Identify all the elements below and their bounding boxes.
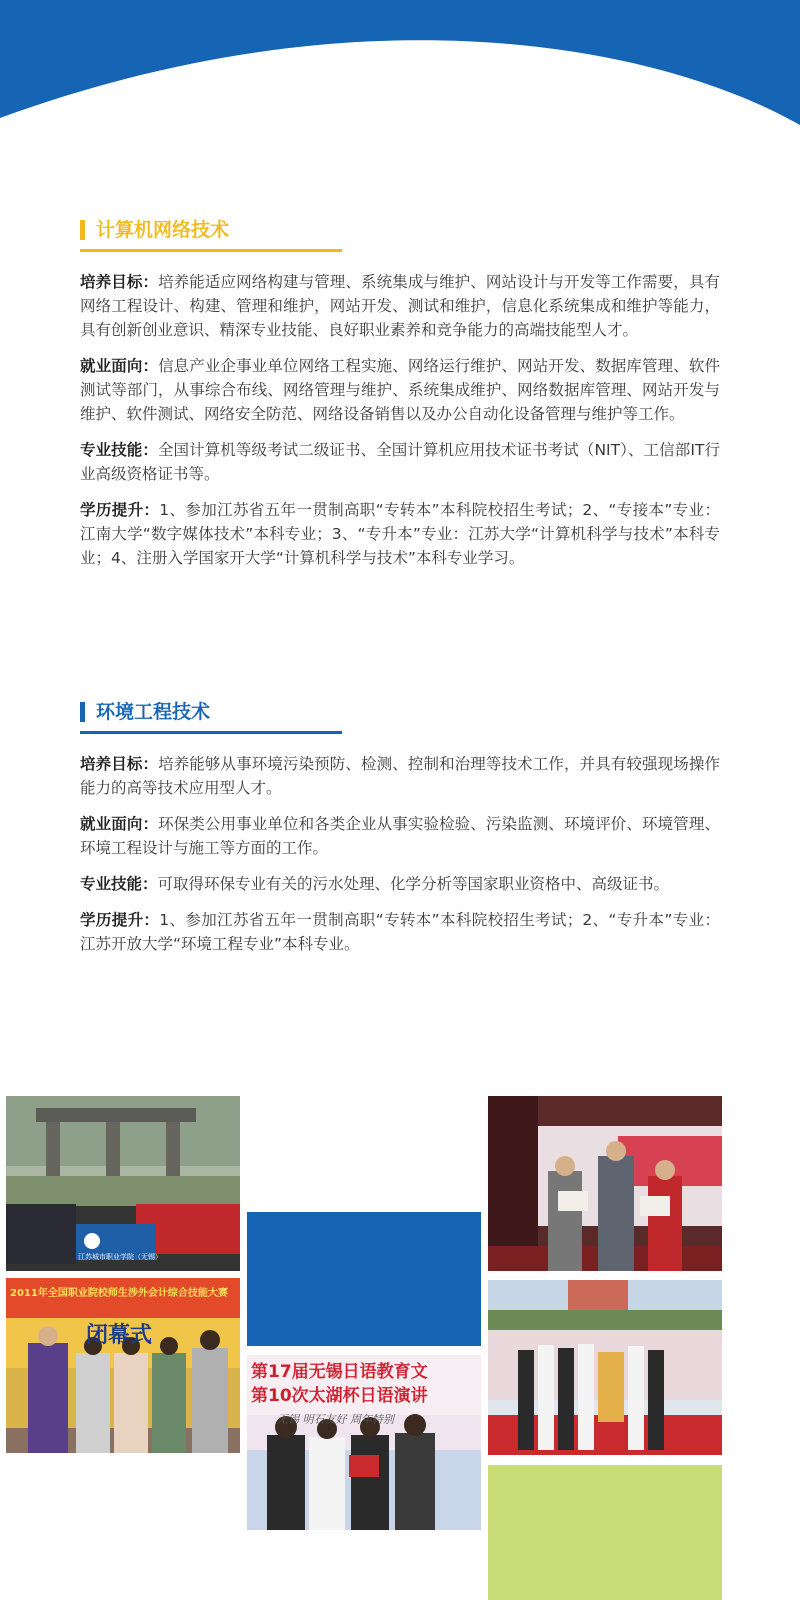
heading-underline: [80, 249, 342, 252]
photo-title-line3: 无锡 明石友好 周年特别: [277, 1413, 394, 1426]
photo-ceremony-stage: [488, 1096, 722, 1271]
paragraph-education: 学历提升：1、参加江苏省五年一贯制高职“专转本”本科院校招生考试；2、“专接本”专业：江南大学“数字媒体技术”本科专业；3、“专升本”专业：江苏大学“计算机科学与技术”本科专业；4、注册入学国家开大学“计算机科学与技术”本科专业学习。: [80, 501, 720, 567]
section-environmental-engineering: [80, 698, 720, 968]
photo-sign-text: 闭幕式: [86, 1323, 153, 1348]
paragraph-education: 学历提升：1、参加江苏省五年一贯制高职“专转本”本科院校招生考试；2、“专升本”专业：江苏开放大学“环境工程专业”本科专业。: [80, 911, 720, 953]
paragraph-employment: 就业面向：信息产业企事业单位网络工程实施、网络运行维护、网站开发、数据库管理、软件测试等部门，从事综合布线、网络管理与维护、系统集成维护、网络数据库管理、网站开发与维护、软件测试、网络安全防范、网络设备销售以及办公自动化设备管理与维护等工作。: [80, 357, 720, 423]
photo-campus-group: [488, 1280, 722, 1455]
heading-accent-bar: [80, 220, 85, 240]
photo-banner-text: 2011年全国职业院校师生涉外会计综合技能大赛: [10, 1288, 228, 1299]
photo-graduation-gate: [6, 1096, 240, 1271]
paragraph-skills: 专业技能：全国计算机等级考试二级证书、全国计算机应用技术证书考试（NIT）、工信部IT行业高级资格证书等。: [80, 441, 720, 483]
photo-title-line1: 第17届无锡日语教育文: [251, 1362, 428, 1382]
paragraph-employment: 就业面向：环保类公用事业单位和各类企业从事实验检验、污染监测、环境评价、环境管理、环境工程设计与施工等方面的工作。: [80, 815, 720, 857]
green-color-block: [488, 1465, 722, 1600]
paragraph-skills: 专业技能：可取得环保专业有关的污水处理、化学分析等国家职业资格中、高级证书。: [80, 875, 670, 893]
section-title: 环境工程技术: [96, 701, 211, 723]
paragraph-training-goal: 培养目标：培养能够从事环境污染预防、检测、控制和治理等技术工作，并具有较强现场操作能力的高等技术应用型人才。: [80, 755, 720, 797]
section-computer-network: [80, 216, 720, 582]
photo-title-line2: 第10次太湖杯日语演讲: [251, 1386, 428, 1406]
blue-color-block: [247, 1212, 481, 1346]
section-heading: [80, 216, 720, 246]
photo-flag-text: 江苏城市职业学院（无锡）: [78, 1253, 162, 1261]
paragraph-training-goal: 培养目标：培养能适应网络构建与管理、系统集成与维护、网站设计与开发等工作需要，具有网络工程设计、构建、管理和维护，网站开发、测试和维护，信息化系统集成和维护等能力，具有创新创业意识、精深专业技能、良好职业素养和竞争能力的高端技能型人才。: [80, 273, 720, 339]
section-heading: [80, 698, 720, 728]
section-title: 计算机网络技术: [96, 219, 230, 241]
heading-accent-bar: [80, 702, 85, 722]
photo-japanese-speech: [247, 1355, 481, 1530]
header-wave-decoration: [0, 0, 800, 140]
heading-underline: [80, 731, 342, 734]
photo-accounting-award: [6, 1278, 240, 1453]
